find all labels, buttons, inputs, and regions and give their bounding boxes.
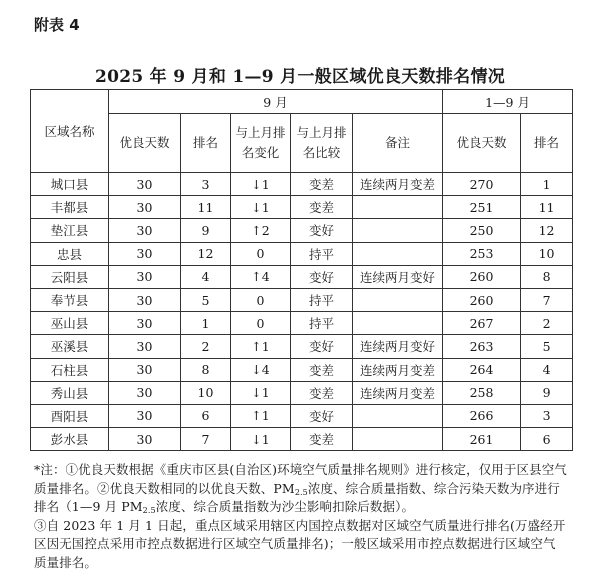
header-good-days-ytd: 优良天数 <box>443 114 521 173</box>
table-row <box>31 358 573 381</box>
table-row <box>31 335 573 358</box>
cell-compare: 变差 <box>291 428 353 451</box>
cell-region: 奉节县 <box>31 288 109 311</box>
header-rank-change-line2: 名变化 <box>241 145 280 160</box>
cell-ytd-rank: 11 <box>521 196 573 219</box>
cell-compare: 变差 <box>291 358 353 381</box>
cell-change: ↓4 <box>231 358 291 381</box>
cell-ytd-days: 263 <box>443 335 521 358</box>
cell-change: 0 <box>231 312 291 335</box>
cell-sep-days: 30 <box>109 335 181 358</box>
cell-sep-days: 30 <box>109 358 181 381</box>
cell-change: ↓1 <box>231 196 291 219</box>
cell-region: 石柱县 <box>31 358 109 381</box>
cell-sep-rank: 3 <box>181 173 231 196</box>
header-rank-change <box>231 114 291 173</box>
cell-sep-rank: 10 <box>181 381 231 404</box>
cell-ytd-rank: 5 <box>521 335 573 358</box>
table-title: 2025 年 9 月和 1—9 月一般区域优良天数排名情况 <box>94 67 506 87</box>
cell-remark: 连续两月变好 <box>353 335 443 358</box>
cell-remark <box>353 196 443 219</box>
table-row <box>31 404 573 427</box>
note-1a: *注：①优良天数根据《重庆市区县(自治区)环境空气质量排名规则》进行核定，仅用于区县空气质量排名。②优良天数相同的以优良天数、PM <box>34 462 567 496</box>
cell-region: 彭水县 <box>31 428 109 451</box>
cell-compare: 变差 <box>291 381 353 404</box>
cell-region: 丰都县 <box>31 196 109 219</box>
cell-ytd-days: 260 <box>443 265 521 288</box>
cell-sep-days: 30 <box>109 265 181 288</box>
cell-compare: 变好 <box>291 335 353 358</box>
pm25-subscript: 2.5 <box>142 506 156 516</box>
cell-change: ↓1 <box>231 428 291 451</box>
cell-remark <box>353 404 443 427</box>
table-row <box>31 173 573 196</box>
cell-change: ↑4 <box>231 265 291 288</box>
cell-remark <box>353 428 443 451</box>
header-rank-change-line1: 与上月排 <box>235 125 286 140</box>
cell-change: ↓1 <box>231 381 291 404</box>
table-row <box>31 219 573 242</box>
cell-region: 云阳县 <box>31 265 109 288</box>
cell-ytd-rank: 9 <box>521 381 573 404</box>
cell-ytd-rank: 10 <box>521 242 573 265</box>
cell-compare: 变好 <box>291 404 353 427</box>
cell-remark <box>353 288 443 311</box>
cell-remark <box>353 219 443 242</box>
note-1b: 浓度、综合质量指数、综合污染天数为序进行排名（1—9 月 PM <box>34 480 560 515</box>
cell-ytd-days: 264 <box>443 358 521 381</box>
cell-ytd-rank: 12 <box>521 219 573 242</box>
cell-sep-days: 30 <box>109 404 181 427</box>
cell-compare: 持平 <box>291 288 353 311</box>
cell-sep-days: 30 <box>109 196 181 219</box>
table-notes <box>34 461 568 573</box>
cell-sep-rank: 12 <box>181 242 231 265</box>
table-row <box>31 265 573 288</box>
cell-sep-rank: 5 <box>181 288 231 311</box>
cell-compare: 变好 <box>291 265 353 288</box>
cell-compare: 变差 <box>291 173 353 196</box>
cell-region: 秀山县 <box>31 381 109 404</box>
cell-change: ↑2 <box>231 219 291 242</box>
header-remark: 备注 <box>353 114 443 173</box>
cell-change: 0 <box>231 288 291 311</box>
header-compare <box>291 114 353 173</box>
cell-sep-days: 30 <box>109 428 181 451</box>
cell-region: 城口县 <box>31 173 109 196</box>
cell-ytd-rank: 7 <box>521 288 573 311</box>
cell-sep-rank: 1 <box>181 312 231 335</box>
cell-region: 垫江县 <box>31 219 109 242</box>
cell-sep-days: 30 <box>109 288 181 311</box>
cell-ytd-days: 253 <box>443 242 521 265</box>
cell-ytd-rank: 8 <box>521 265 573 288</box>
header-good-days: 优良天数 <box>109 114 181 173</box>
cell-remark: 连续两月变差 <box>353 358 443 381</box>
note-1c: 浓度、综合质量指数为沙尘影响扣除后数据）。 <box>155 499 415 515</box>
note-paragraph-1 <box>34 461 568 517</box>
cell-region: 酉阳县 <box>31 404 109 427</box>
pm25-subscript: 2.5 <box>294 487 308 497</box>
table-row <box>31 381 573 404</box>
cell-ytd-rank: 1 <box>521 173 573 196</box>
cell-sep-days: 30 <box>109 173 181 196</box>
header-september: 9 月 <box>109 90 443 114</box>
cell-compare: 持平 <box>291 312 353 335</box>
cell-ytd-days: 251 <box>443 196 521 219</box>
cell-compare: 变好 <box>291 219 353 242</box>
cell-ytd-days: 260 <box>443 288 521 311</box>
cell-change: ↑1 <box>231 335 291 358</box>
cell-change: ↓1 <box>231 173 291 196</box>
cell-ytd-rank: 6 <box>521 428 573 451</box>
cell-region: 忠县 <box>31 242 109 265</box>
cell-sep-days: 30 <box>109 242 181 265</box>
cell-ytd-rank: 2 <box>521 312 573 335</box>
cell-ytd-rank: 3 <box>521 404 573 427</box>
cell-region: 巫山县 <box>31 312 109 335</box>
table-row <box>31 196 573 219</box>
cell-remark: 连续两月变好 <box>353 265 443 288</box>
header-compare-line1: 与上月排 <box>296 125 347 140</box>
cell-sep-rank: 2 <box>181 335 231 358</box>
cell-region: 巫溪县 <box>31 335 109 358</box>
cell-sep-rank: 7 <box>181 428 231 451</box>
cell-remark <box>353 312 443 335</box>
cell-sep-rank: 11 <box>181 196 231 219</box>
table-row <box>31 428 573 451</box>
cell-remark <box>353 242 443 265</box>
cell-change: 0 <box>231 242 291 265</box>
cell-ytd-rank: 4 <box>521 358 573 381</box>
cell-remark: 连续两月变差 <box>353 173 443 196</box>
cell-sep-days: 30 <box>109 312 181 335</box>
header-compare-line2: 名比较 <box>302 145 341 160</box>
cell-ytd-days: 266 <box>443 404 521 427</box>
header-rank-ytd: 排名 <box>521 114 573 173</box>
cell-sep-rank: 6 <box>181 404 231 427</box>
cell-ytd-days: 250 <box>443 219 521 242</box>
appendix-label: 附表 4 <box>34 16 80 34</box>
cell-sep-rank: 4 <box>181 265 231 288</box>
cell-ytd-days: 261 <box>443 428 521 451</box>
cell-ytd-days: 270 <box>443 173 521 196</box>
cell-compare: 变差 <box>291 196 353 219</box>
cell-compare: 持平 <box>291 242 353 265</box>
table-row <box>31 242 573 265</box>
cell-sep-rank: 9 <box>181 219 231 242</box>
cell-sep-rank: 8 <box>181 358 231 381</box>
table-row <box>31 312 573 335</box>
cell-ytd-days: 258 <box>443 381 521 404</box>
table-row <box>31 288 573 311</box>
ranking-table <box>30 89 573 451</box>
cell-remark: 连续两月变差 <box>353 381 443 404</box>
cell-sep-days: 30 <box>109 219 181 242</box>
note-paragraph-3: ③自 2023 年 1 月 1 日起，重点区域采用辖区内国控点数据对区域空气质量进行排名(万盛经开区因无国控点采用市控点数据进行区域空气质量排名)；一般区域采用市控点数据进行区域空气质量排名。 <box>34 517 566 570</box>
header-region: 区域名称 <box>31 90 109 173</box>
header-rank: 排名 <box>181 114 231 173</box>
cell-sep-days: 30 <box>109 381 181 404</box>
header-jan-sep: 1—9 月 <box>443 90 573 114</box>
cell-change: ↑1 <box>231 404 291 427</box>
cell-ytd-days: 267 <box>443 312 521 335</box>
